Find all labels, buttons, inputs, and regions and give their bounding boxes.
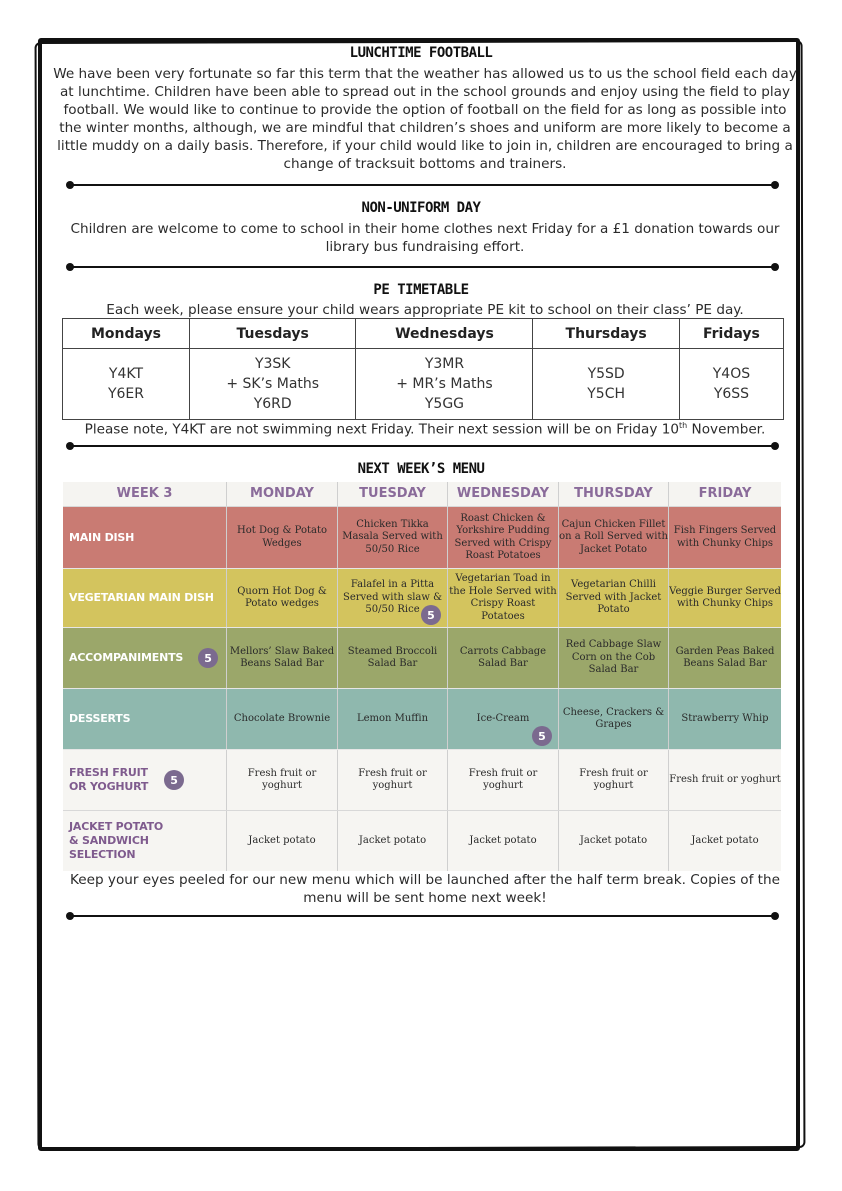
section-divider [70,184,775,186]
menu-item [448,689,559,749]
menu-item: Garden Peas Baked Beans Salad Bar [675,645,775,669]
pe-classes-row [63,349,784,420]
football-title: LUNCHTIME FOOTBALL [349,45,493,61]
menu-day: TUESDAY [338,482,448,506]
five-a-day-icon [198,648,218,668]
menu-row-label: MAIN DISH [63,507,227,568]
menu-item: Cheese, Crackers & Grapes [559,689,669,749]
section-divider [70,915,775,917]
pe-class: Y3SK [254,356,291,372]
menu-footer: Keep your eyes peeled for our new menu which will be launched after the half term break. Copies of the menu will be sent home next week! [70,872,780,906]
menu-item: Fresh fruit or yoghurt [669,773,781,785]
five-a-day-icon [421,605,441,625]
pe-day: Tuesdays [189,319,356,349]
menu-item: Jacket potato [559,811,669,871]
pe-note-text: Please note, Y4KT are not swimming next Friday. Their next session will be on Friday 10 [84,421,680,438]
pe-class: + MR’s Maths [396,376,493,392]
pe-class: Y4KT [108,366,144,382]
nonuniform-title: NON-UNIFORM DAY [361,200,481,216]
pe-timetable [62,318,784,420]
pe-class: Y3MR [424,356,465,372]
five-a-day-number: 5 [204,651,212,665]
section-divider [70,445,775,447]
section-divider [70,266,775,268]
menu-day: WEDNESDAY [448,482,559,506]
menu-day: FRIDAY [698,485,752,501]
menu-title: NEXT WEEK’S MENU [357,461,485,477]
menu-item: Fresh fruit or yoghurt [448,750,559,810]
menu-item: Jacket potato [227,811,338,871]
menu-item: Fish Fingers Served with Chunky Chips [673,525,777,549]
menu-item: Roast Chicken & Yorkshire Pudding Served with Crispy Roast Potatoes [448,507,559,568]
pe-header-row [63,319,784,349]
pe-class: Y6RD [253,396,292,412]
menu-item: Steamed Broccoli Salad Bar [338,628,448,688]
menu-item-text: Ice-Cream [476,712,530,724]
menu-table [63,482,781,871]
pe-note [52,417,798,439]
pe-class: Y5SD [587,366,625,382]
menu-item: Lemon Muffin [338,689,448,749]
pe-class: Y4OS [712,366,751,382]
pe-classes-cell [189,349,356,420]
menu-row-jacket [63,811,781,871]
menu-item: Red Cabbage Slaw Corn on the Cob Salad Bar [559,628,669,688]
menu-item: Chicken Tikka Masala Served with 50/50 Rice [338,507,448,568]
menu-row-label: JACKET POTATO & SANDWICH SELECTION [63,811,227,871]
pe-class: + SK’s Maths [226,376,320,392]
menu-item: Fresh fruit or yoghurt [559,750,669,810]
football-text: We have been very fortunate so far this term that the weather has allowed us to us the school field each day at lunchtime. Children have been able to spread out in the school grounds and enjoy using the field to play football. We would like to continue to provide the option of football on the field for as long as possible into the winter months, although, we are mindful that children’s shoes and uniform are more likely to become a little muddy on a daily basis. Therefore, if your child would like to join in, children are encouraged to bring a change of tracksuit bottoms and trainers. [53,66,797,172]
menu-item: Veggie Burger Served with Chunky Chips [669,585,781,609]
menu-item: Fresh fruit or yoghurt [338,750,448,810]
menu-item: Jacket potato [448,811,559,871]
menu-item: Chocolate Brownie [227,689,338,749]
five-a-day-number: 5 [538,729,546,743]
menu-row-label-text: FRESH FRUIT OR YOGHURT [69,766,149,793]
menu-item: Carrots Cabbage Salad Bar [448,628,559,688]
menu-item [338,569,448,627]
pe-day: Fridays [679,319,783,349]
menu-item: Strawberry Whip [681,712,769,724]
menu-item: Quorn Hot Dog & Potato wedges [227,569,338,627]
five-a-day-number: 5 [170,773,178,787]
pe-classes-cell [533,349,679,420]
menu-item: Cajun Chicken Fillet on a Roll Served with Jacket Potato [559,507,669,568]
menu-header-row [63,482,781,507]
menu-row-fruit [63,750,781,811]
five-a-day-number: 5 [427,608,435,622]
menu-item: Mellors’ Slaw Baked Beans Salad Bar [227,628,338,688]
pe-class: Y6SS [713,386,750,402]
pe-class: Y6ER [107,386,144,402]
pe-class: Y5CH [587,386,626,402]
pe-classes-cell [63,349,190,420]
menu-row-vegetarian [63,569,781,628]
menu-row-accompaniments [63,628,781,689]
menu-item: Vegetarian Toad in the Hole Served with Crispy Roast Potatoes [448,569,559,627]
menu-item-text: Falafel in a Pitta Served with slaw & 50/50 Rice [342,579,443,616]
menu-row-main [63,507,781,569]
pe-classes-cell [679,349,783,420]
pe-class: Y5GG [424,396,465,412]
menu-day: THURSDAY [559,482,669,506]
menu-day: MONDAY [227,482,338,506]
pe-intro: Each week, please ensure your child wears appropriate PE kit to school on their class’ PE day. [106,302,744,318]
menu-row-label [63,750,227,810]
menu-week: WEEK 3 [63,482,227,506]
pe-day: Wednesdays [356,319,533,349]
five-a-day-icon [532,726,552,746]
menu-row-label: VEGETARIAN MAIN DISH [63,569,227,627]
pe-day: Thursdays [533,319,679,349]
menu-row-label [63,628,227,688]
menu-item: Hot Dog & Potato Wedges [227,507,338,568]
menu-row-label-text: ACCOMPANIMENTS [69,651,184,664]
menu-item: Jacket potato [691,834,759,846]
menu-item: Vegetarian Chilli Served with Jacket Potato [559,569,669,627]
pe-note-text-end: November. [687,421,766,438]
pe-note-sup: th [679,421,688,430]
five-a-day-icon [164,770,184,790]
menu-item: Jacket potato [338,811,448,871]
pe-day: Mondays [63,319,190,349]
menu-row-desserts [63,689,781,750]
nonuniform-text: Children are welcome to come to school in their home clothes next Friday for a £1 donation towards our library bus fundraising effort. [70,221,780,255]
pe-classes-cell [356,349,533,420]
menu-row-label: DESSERTS [63,689,227,749]
menu-item: Fresh fruit or yoghurt [227,750,338,810]
pe-title: PE TIMETABLE [373,282,469,298]
